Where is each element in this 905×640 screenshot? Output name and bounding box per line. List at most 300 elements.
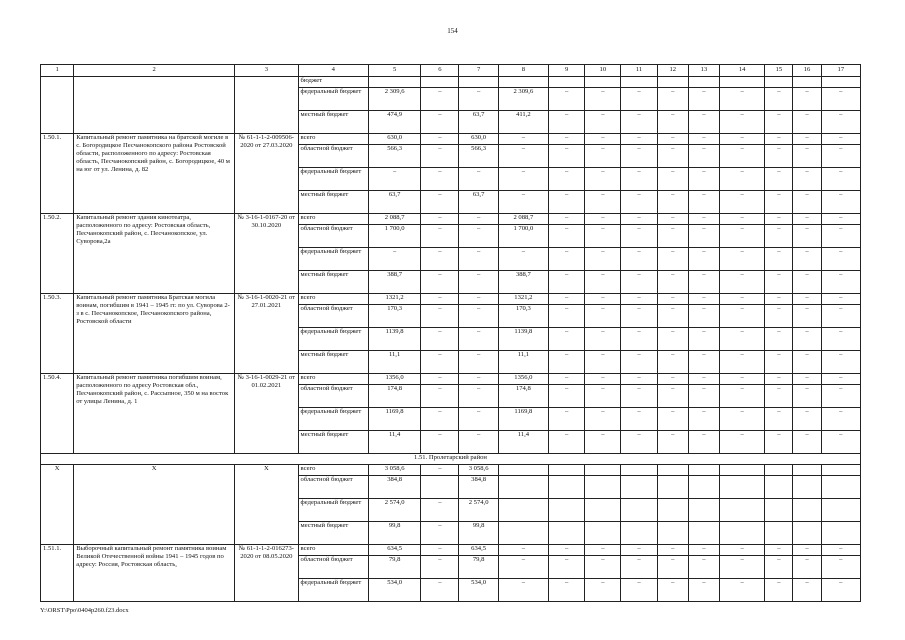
column-number: 8 bbox=[498, 65, 548, 77]
table-cell: – bbox=[821, 545, 860, 556]
empty-cell bbox=[421, 77, 459, 88]
empty-cell bbox=[41, 77, 74, 134]
table-cell: – bbox=[498, 248, 548, 271]
table-cell: – bbox=[720, 271, 765, 294]
table-cell: федеральный бюджет bbox=[298, 168, 368, 191]
table-cell: № 3-16-1-0020-21 от 27.01.2021 bbox=[235, 294, 298, 374]
table-cell: всего bbox=[298, 465, 368, 476]
table-cell: областной бюджет bbox=[298, 385, 368, 408]
table-cell: федеральный бюджет bbox=[298, 499, 368, 522]
table-cell: – bbox=[621, 556, 657, 579]
table-cell: 534,0 bbox=[459, 579, 498, 602]
column-number: 4 bbox=[298, 65, 368, 77]
table-cell: № 61-1-1-2-009506-2020 от 27.03.2020 bbox=[235, 134, 298, 214]
empty-cell bbox=[549, 77, 585, 88]
table-cell: – bbox=[688, 328, 719, 351]
table-cell: – bbox=[688, 294, 719, 305]
table-cell: – bbox=[688, 374, 719, 385]
table-cell: областной бюджет bbox=[298, 225, 368, 248]
table-cell: – bbox=[793, 305, 821, 328]
table-cell: – bbox=[621, 305, 657, 328]
table-cell: 63,7 bbox=[368, 191, 420, 214]
table-cell: Капитальный ремонт здания кинотеатра, расположенного по адресу: Ростовская область, Песчанокопский район, с. Песчанокопское, ул. Суворова,2а bbox=[74, 214, 235, 294]
table-cell: – bbox=[421, 579, 459, 602]
table-cell: – bbox=[821, 214, 860, 225]
table-cell bbox=[498, 465, 548, 476]
table-cell: – bbox=[621, 385, 657, 408]
table-cell: – bbox=[688, 579, 719, 602]
empty-cell bbox=[765, 77, 793, 88]
table-cell: – bbox=[549, 191, 585, 214]
empty-cell bbox=[793, 522, 821, 545]
table-cell: – bbox=[549, 134, 585, 145]
table-cell: – bbox=[549, 431, 585, 454]
table-cell: – bbox=[821, 305, 860, 328]
table-cell: – bbox=[793, 248, 821, 271]
table-cell: 1.50.3. bbox=[41, 294, 74, 374]
table-cell: 634,5 bbox=[368, 545, 420, 556]
table-cell: – bbox=[765, 225, 793, 248]
table-cell: – bbox=[765, 328, 793, 351]
table-cell: – bbox=[421, 214, 459, 225]
table-cell: – bbox=[720, 328, 765, 351]
table-cell: – bbox=[459, 225, 498, 248]
table-cell: 99,8 bbox=[368, 522, 420, 545]
table-cell: 11,4 bbox=[368, 431, 420, 454]
table-cell: – bbox=[765, 431, 793, 454]
table-cell: – bbox=[585, 408, 621, 431]
table-cell: – bbox=[498, 134, 548, 145]
table-cell: – bbox=[549, 88, 585, 111]
table-cell: 630,0 bbox=[368, 134, 420, 145]
table-cell: – bbox=[657, 214, 688, 225]
column-number: 7 bbox=[459, 65, 498, 77]
table-cell: – bbox=[421, 271, 459, 294]
table-cell: – bbox=[688, 305, 719, 328]
table-cell: 1356,0 bbox=[498, 374, 548, 385]
table-cell: – bbox=[421, 522, 459, 545]
table-cell: – bbox=[498, 168, 548, 191]
table-cell: – bbox=[688, 385, 719, 408]
empty-cell bbox=[657, 522, 688, 545]
table-cell: – bbox=[621, 271, 657, 294]
table-cell: – bbox=[720, 374, 765, 385]
table-cell: – bbox=[368, 168, 420, 191]
table-cell: – bbox=[793, 111, 821, 134]
page-number: 154 bbox=[447, 27, 458, 35]
empty-cell bbox=[688, 465, 719, 476]
table-cell: федеральный бюджет bbox=[298, 328, 368, 351]
empty-cell bbox=[765, 499, 793, 522]
table-cell: – bbox=[821, 431, 860, 454]
table-cell: – bbox=[421, 408, 459, 431]
table-cell: 384,8 bbox=[368, 476, 420, 499]
table-cell: – bbox=[459, 408, 498, 431]
table-cell: местный бюджет bbox=[298, 271, 368, 294]
table-cell: – bbox=[821, 385, 860, 408]
table-cell: – bbox=[498, 556, 548, 579]
table-cell: – bbox=[549, 145, 585, 168]
table-cell: № 3-16-1-0167-20 от 30.10.2020 bbox=[235, 214, 298, 294]
column-number: 1 bbox=[41, 65, 74, 77]
table-cell: – bbox=[821, 408, 860, 431]
empty-cell bbox=[459, 77, 498, 88]
table-cell: – bbox=[498, 191, 548, 214]
table-cell: 630,0 bbox=[459, 134, 498, 145]
table-cell: – bbox=[549, 579, 585, 602]
table-cell: – bbox=[421, 328, 459, 351]
table-cell: – bbox=[657, 145, 688, 168]
table-cell: – bbox=[585, 111, 621, 134]
table-cell: – bbox=[765, 145, 793, 168]
table-cell: всего bbox=[298, 545, 368, 556]
table-cell bbox=[498, 476, 548, 499]
table-cell: – bbox=[549, 248, 585, 271]
table-cell: бюджет bbox=[298, 77, 368, 88]
table-cell: – bbox=[821, 248, 860, 271]
column-number: 14 bbox=[720, 65, 765, 77]
table-cell: – bbox=[821, 328, 860, 351]
table-cell: – bbox=[765, 351, 793, 374]
table-cell: – bbox=[793, 294, 821, 305]
table-cell: – bbox=[549, 225, 585, 248]
table-cell: 1 700,0 bbox=[498, 225, 548, 248]
table-cell: – bbox=[421, 374, 459, 385]
table-cell: 1.51. Пролетарский район bbox=[41, 454, 861, 465]
table-cell: – bbox=[585, 168, 621, 191]
table-cell: – bbox=[585, 145, 621, 168]
table-cell: – bbox=[720, 579, 765, 602]
empty-cell bbox=[793, 77, 821, 88]
table-cell: – bbox=[720, 408, 765, 431]
table-cell: – bbox=[821, 271, 860, 294]
table-cell: – bbox=[688, 225, 719, 248]
empty-cell bbox=[74, 77, 235, 134]
column-number: 9 bbox=[549, 65, 585, 77]
table-cell: – bbox=[621, 328, 657, 351]
table-cell: – bbox=[421, 465, 459, 476]
table-cell: – bbox=[585, 134, 621, 145]
table-cell: Х bbox=[74, 465, 235, 545]
table-body bbox=[41, 77, 861, 602]
table-cell: – bbox=[549, 328, 585, 351]
empty-cell bbox=[585, 465, 621, 476]
table-cell: – bbox=[421, 191, 459, 214]
table-cell: – bbox=[459, 294, 498, 305]
table-cell: – bbox=[720, 385, 765, 408]
empty-cell bbox=[585, 499, 621, 522]
empty-cell bbox=[793, 476, 821, 499]
table-cell: – bbox=[549, 385, 585, 408]
table-cell: – bbox=[793, 168, 821, 191]
table-cell bbox=[421, 476, 459, 499]
table-cell: – bbox=[621, 225, 657, 248]
table-cell: 1169,8 bbox=[498, 408, 548, 431]
table-cell: – bbox=[459, 305, 498, 328]
table-cell: – bbox=[421, 431, 459, 454]
table-cell: – bbox=[421, 545, 459, 556]
empty-cell bbox=[765, 476, 793, 499]
table-cell: – bbox=[793, 88, 821, 111]
table-cell: – bbox=[821, 168, 860, 191]
empty-cell bbox=[621, 499, 657, 522]
table-row bbox=[41, 465, 861, 476]
table-cell: 2 309,6 bbox=[368, 88, 420, 111]
table-cell: – bbox=[421, 499, 459, 522]
table-cell: – bbox=[793, 351, 821, 374]
table-cell: 388,7 bbox=[368, 271, 420, 294]
table-cell: – bbox=[720, 191, 765, 214]
table-cell: – bbox=[657, 556, 688, 579]
table-cell: – bbox=[720, 168, 765, 191]
empty-cell bbox=[688, 499, 719, 522]
table-cell: – bbox=[585, 351, 621, 374]
table-cell: – bbox=[720, 556, 765, 579]
table-cell: – bbox=[688, 168, 719, 191]
table-cell: – bbox=[421, 305, 459, 328]
table-cell: – bbox=[765, 271, 793, 294]
table-cell: – bbox=[585, 294, 621, 305]
table-cell: – bbox=[549, 556, 585, 579]
table-cell: – bbox=[421, 145, 459, 168]
table-cell: – bbox=[765, 385, 793, 408]
table-cell: – bbox=[621, 294, 657, 305]
empty-cell bbox=[821, 77, 860, 88]
table-cell: областной бюджет bbox=[298, 556, 368, 579]
table-cell: – bbox=[585, 191, 621, 214]
empty-cell bbox=[793, 499, 821, 522]
table-cell: – bbox=[793, 431, 821, 454]
table-cell: – bbox=[720, 351, 765, 374]
table-cell: – bbox=[720, 214, 765, 225]
table-cell: Х bbox=[41, 465, 74, 545]
table-cell: – bbox=[498, 145, 548, 168]
empty-cell bbox=[688, 522, 719, 545]
table-cell: Капитальный ремонт памятника погибшим воинам, расположенного по адресу Ростовская обл., Песчанокопский район, с. Рассыпное, 350 м на восток от улицы Ленина, д. 1 bbox=[74, 374, 235, 454]
table-cell: № 61-1-1-2-016273-2020 от 08.05.2020 bbox=[235, 545, 298, 602]
empty-cell bbox=[657, 77, 688, 88]
table-cell: 2 574,0 bbox=[459, 499, 498, 522]
table-cell: – bbox=[585, 374, 621, 385]
empty-cell bbox=[720, 476, 765, 499]
table-row bbox=[41, 294, 861, 305]
table-cell: 566,3 bbox=[459, 145, 498, 168]
table-cell: – bbox=[688, 556, 719, 579]
table-cell: 11,1 bbox=[368, 351, 420, 374]
table-cell: всего bbox=[298, 294, 368, 305]
table-cell: – bbox=[688, 214, 719, 225]
empty-cell bbox=[657, 499, 688, 522]
table-cell: Х bbox=[235, 465, 298, 545]
table-cell: – bbox=[688, 134, 719, 145]
empty-cell bbox=[621, 465, 657, 476]
table-cell: – bbox=[549, 111, 585, 134]
table-cell: – bbox=[657, 294, 688, 305]
empty-cell bbox=[720, 465, 765, 476]
table-cell: – bbox=[421, 168, 459, 191]
empty-cell bbox=[688, 476, 719, 499]
table-cell: – bbox=[657, 191, 688, 214]
table-cell: – bbox=[720, 145, 765, 168]
table-cell: местный бюджет bbox=[298, 191, 368, 214]
empty-cell bbox=[793, 465, 821, 476]
table-cell: – bbox=[720, 225, 765, 248]
column-number: 13 bbox=[688, 65, 719, 77]
empty-cell bbox=[821, 465, 860, 476]
table-cell: – bbox=[688, 111, 719, 134]
table-cell: местный бюджет bbox=[298, 111, 368, 134]
empty-cell bbox=[821, 522, 860, 545]
table-cell: – bbox=[720, 294, 765, 305]
table-cell: – bbox=[657, 88, 688, 111]
table-cell: Выборочный капитальный ремонт памятника воинам Великой Отечественной войны 1941 – 1945 годов по адресу: Россия, Ростовская область, bbox=[74, 545, 235, 602]
table-cell: 566,3 bbox=[368, 145, 420, 168]
empty-cell bbox=[621, 522, 657, 545]
table-cell: – bbox=[549, 214, 585, 225]
table-cell: – bbox=[793, 134, 821, 145]
table-cell: 174,8 bbox=[498, 385, 548, 408]
table-cell: – bbox=[657, 225, 688, 248]
table-cell: федеральный бюджет bbox=[298, 579, 368, 602]
table-header bbox=[41, 65, 861, 77]
table-cell: – bbox=[585, 271, 621, 294]
table-cell: – bbox=[421, 385, 459, 408]
table-cell: – bbox=[459, 214, 498, 225]
table-cell: – bbox=[765, 134, 793, 145]
table-cell: – bbox=[821, 374, 860, 385]
table-cell: – bbox=[657, 248, 688, 271]
table-cell: – bbox=[621, 408, 657, 431]
table-cell: 11,4 bbox=[498, 431, 548, 454]
empty-cell bbox=[720, 77, 765, 88]
empty-cell bbox=[549, 465, 585, 476]
table-cell: 3 058,6 bbox=[459, 465, 498, 476]
table-cell: 634,5 bbox=[459, 545, 498, 556]
table-cell: – bbox=[720, 88, 765, 111]
table-cell: – bbox=[621, 88, 657, 111]
table-cell: 411,2 bbox=[498, 111, 548, 134]
table-cell: 3 058,6 bbox=[368, 465, 420, 476]
table-cell: – bbox=[585, 248, 621, 271]
table-cell: – bbox=[421, 294, 459, 305]
table-cell: – bbox=[621, 431, 657, 454]
table-cell: местный бюджет bbox=[298, 431, 368, 454]
table-cell: – bbox=[657, 431, 688, 454]
column-number: 16 bbox=[793, 65, 821, 77]
table-cell: 1321,2 bbox=[368, 294, 420, 305]
table-cell: – bbox=[549, 374, 585, 385]
table-cell: 1.51.1. bbox=[41, 545, 74, 602]
table-cell: 11,1 bbox=[498, 351, 548, 374]
table-cell: – bbox=[688, 408, 719, 431]
table-cell: – bbox=[585, 431, 621, 454]
table-cell: – bbox=[549, 545, 585, 556]
table-cell: – bbox=[657, 374, 688, 385]
table-cell: – bbox=[549, 294, 585, 305]
table-cell: – bbox=[421, 248, 459, 271]
table-cell: – bbox=[793, 556, 821, 579]
table-cell: федеральный бюджет bbox=[298, 408, 368, 431]
empty-cell bbox=[688, 77, 719, 88]
table-cell: – bbox=[793, 385, 821, 408]
table-cell: 2 088,7 bbox=[368, 214, 420, 225]
table-cell: – bbox=[421, 556, 459, 579]
empty-cell bbox=[765, 465, 793, 476]
table-cell: Капитальный ремонт памятника на братской могиле в с. Богородицкое Песчанокопского района Ростовской области, расположенного по адресу: Ростовская область, Песчанокопский район, с. Богородицкое, 40 м на юг от ул. Ленина, д. 82 bbox=[74, 134, 235, 214]
table-cell: 1356,0 bbox=[368, 374, 420, 385]
table-cell: – bbox=[498, 545, 548, 556]
table-cell: – bbox=[621, 168, 657, 191]
column-number: 17 bbox=[821, 65, 860, 77]
table-cell: – bbox=[585, 545, 621, 556]
table-cell: – bbox=[421, 351, 459, 374]
empty-cell bbox=[498, 77, 548, 88]
table-cell: – bbox=[585, 328, 621, 351]
table-cell: 63,7 bbox=[459, 111, 498, 134]
table-cell: – bbox=[793, 545, 821, 556]
empty-cell bbox=[821, 499, 860, 522]
table-cell: – bbox=[621, 145, 657, 168]
empty-cell bbox=[235, 77, 298, 134]
table-cell: – bbox=[459, 271, 498, 294]
header-row bbox=[41, 65, 861, 77]
table-cell: – bbox=[793, 225, 821, 248]
table-cell: 99,8 bbox=[459, 522, 498, 545]
table-cell: – bbox=[459, 374, 498, 385]
table-cell: – bbox=[657, 168, 688, 191]
table-cell: – bbox=[688, 191, 719, 214]
table-cell: – bbox=[459, 328, 498, 351]
empty-cell bbox=[621, 77, 657, 88]
table-cell: – bbox=[621, 191, 657, 214]
table-cell: – bbox=[821, 351, 860, 374]
empty-cell bbox=[621, 476, 657, 499]
empty-cell bbox=[720, 499, 765, 522]
table-cell: 384,8 bbox=[459, 476, 498, 499]
table-cell: – bbox=[688, 145, 719, 168]
table-cell: – bbox=[459, 351, 498, 374]
table-cell: – bbox=[657, 385, 688, 408]
table-row bbox=[41, 545, 861, 556]
table-cell: – bbox=[720, 134, 765, 145]
table-cell: 79,8 bbox=[368, 556, 420, 579]
column-number: 2 bbox=[74, 65, 235, 77]
table-cell: – bbox=[585, 579, 621, 602]
table-cell: – bbox=[793, 579, 821, 602]
empty-cell bbox=[585, 476, 621, 499]
empty-cell bbox=[585, 77, 621, 88]
table-cell: – bbox=[821, 579, 860, 602]
table-cell: – bbox=[765, 248, 793, 271]
table-cell: – bbox=[621, 374, 657, 385]
table-row bbox=[41, 134, 861, 145]
empty-cell bbox=[549, 499, 585, 522]
table-cell: – bbox=[459, 88, 498, 111]
empty-cell bbox=[765, 522, 793, 545]
column-number: 11 bbox=[621, 65, 657, 77]
empty-cell bbox=[720, 522, 765, 545]
table-cell: – bbox=[549, 168, 585, 191]
table-cell: – bbox=[459, 385, 498, 408]
table-cell: – bbox=[765, 294, 793, 305]
table-cell: – bbox=[688, 271, 719, 294]
table-row bbox=[41, 214, 861, 225]
table-cell: Капитальный ремонт памятника Братская могила воинам, погибшим в 1941 – 1945 гг. по ул. Суворова 2-з в с. Песчанокопское, Песчанокопского района, Ростовской области bbox=[74, 294, 235, 374]
table-cell: – bbox=[793, 408, 821, 431]
table-cell: – bbox=[585, 385, 621, 408]
table-cell: – bbox=[621, 134, 657, 145]
table-cell: 2 574,0 bbox=[368, 499, 420, 522]
